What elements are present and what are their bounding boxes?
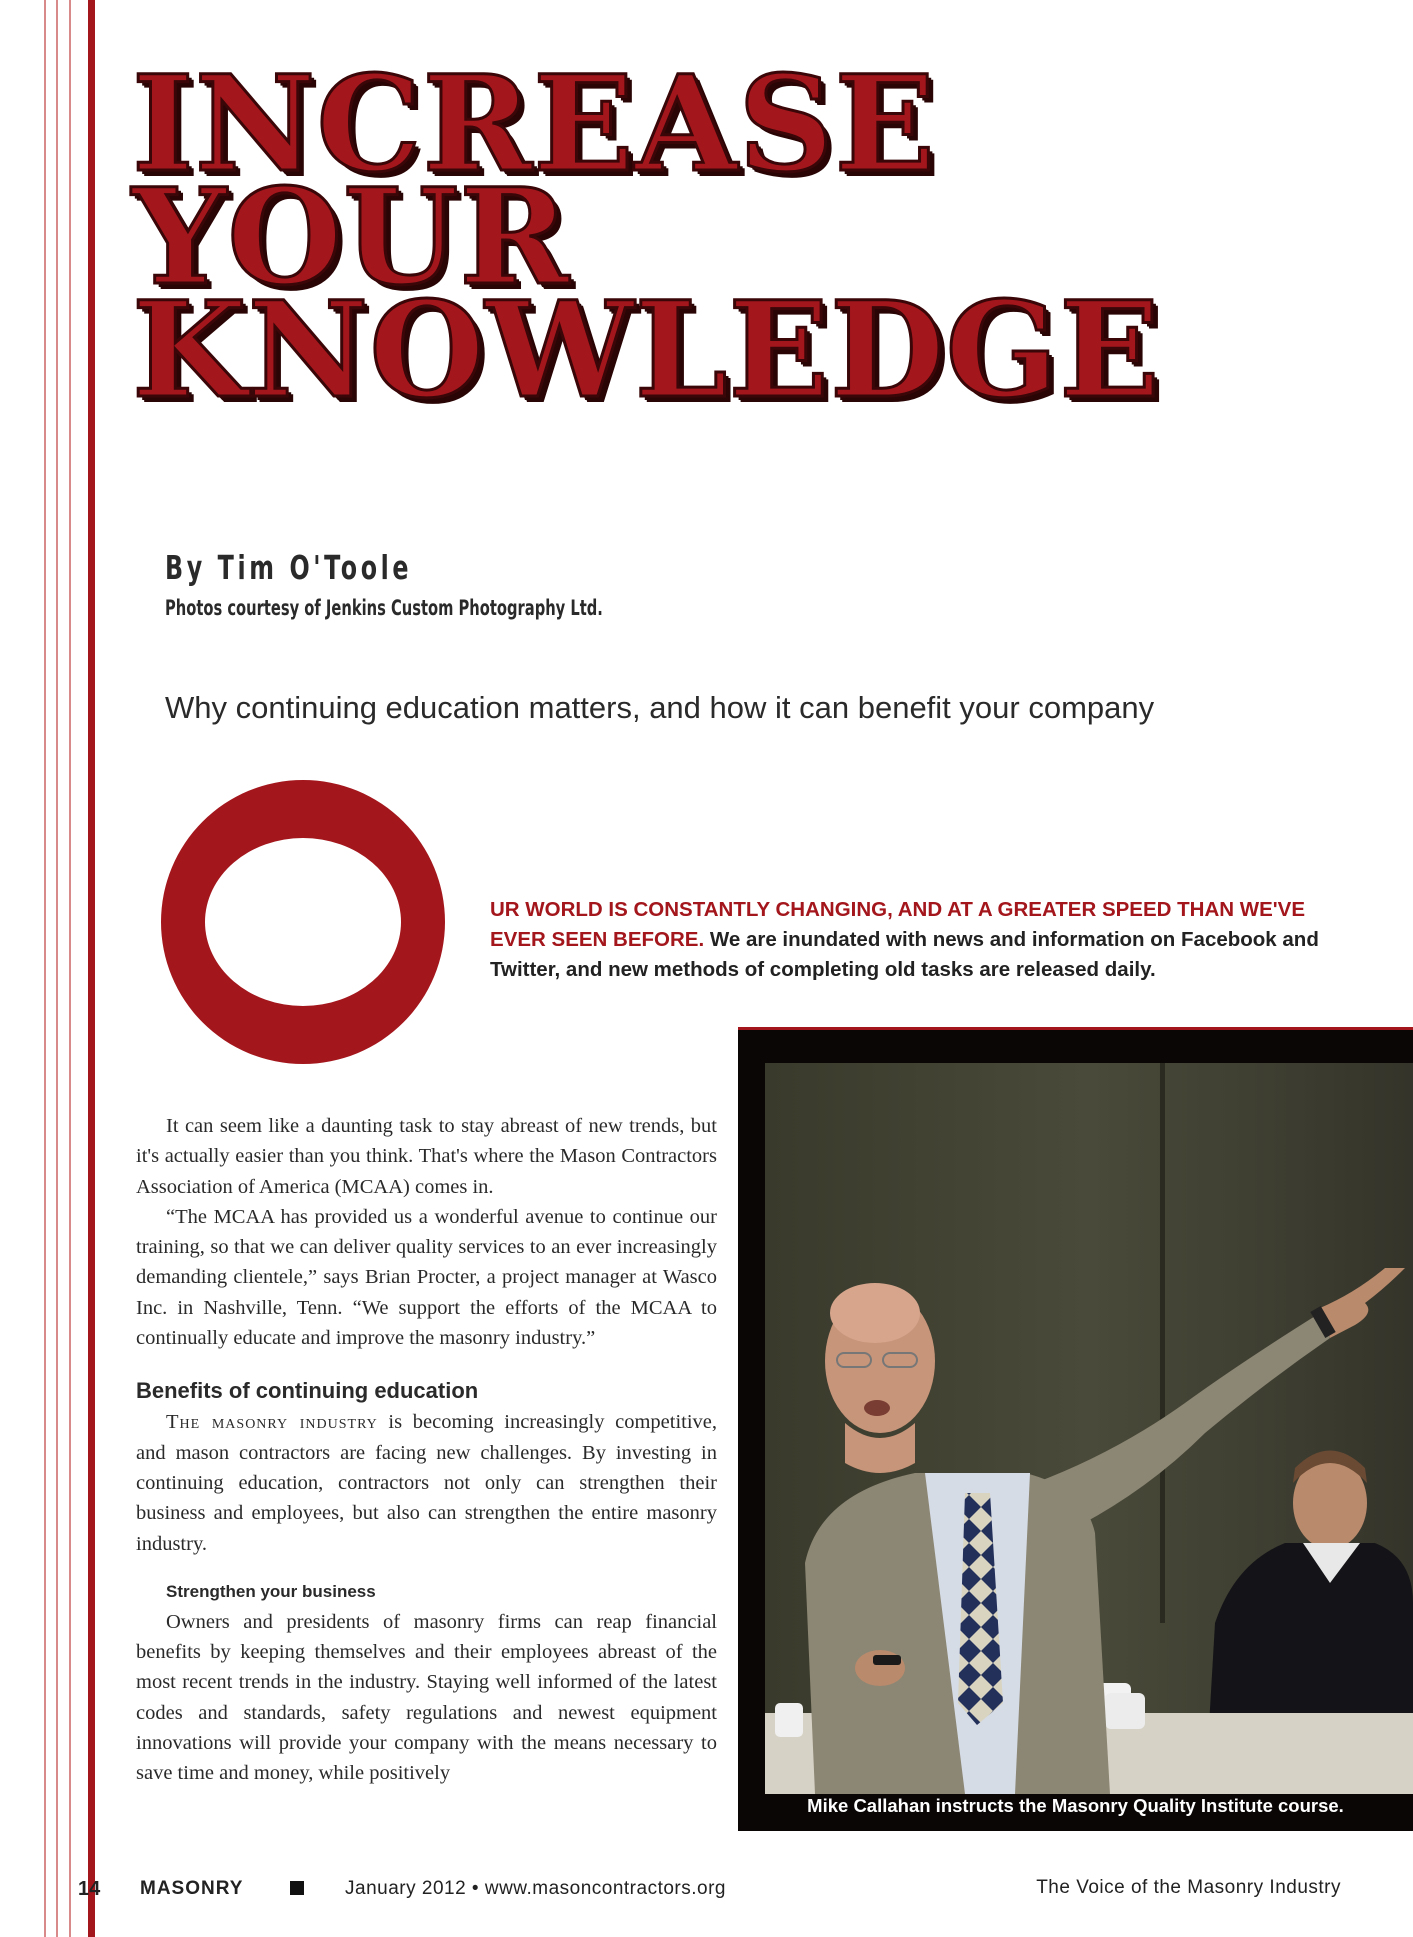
body-paragraph [136,1407,717,1558]
article-title [132,47,1161,428]
lead-paragraph [490,895,1360,985]
lead-caps-text: UR WORLD IS CONSTANTLY CHANGING, AND AT A GREATER SPEED THAN WE'VE EVER SEEN BEFORE. [490,898,1306,951]
title-line: YOUR [132,160,571,315]
title-line: INCREASE [132,47,937,202]
title-line: KNOWLEDGE [132,273,1161,428]
tagline: The Voice of the Masonry Industry [1036,1877,1341,1898]
magazine-name: MASONRY [140,1878,244,1899]
drop-cap-o [161,780,445,1064]
square-bullet-icon [290,1881,304,1895]
paragraph-text: is becoming increasingly competitive, and mason contractors are facing new challenges. By investing in continuing education, contractors not only can strengthen their business and employees, but also can strengthen the entire masonry industry. [136,1411,718,1555]
margin-rule [56,0,58,1937]
margin-rule-accent [88,0,95,1937]
byline: By Tim O'Toole [165,548,413,587]
subsection-heading: Strengthen your business [166,1581,376,1601]
page-number: 14 [78,1878,101,1900]
body-paragraph: Owners and presidents of masonry firms can reap financial benefits by keeping themselves and their employees abreast of the most recent trends in the industry. Staying well informed of the latest codes and standards, safety regulations and newest equipment innovations will provide your company with the means necessary to save time and money, while positively [136,1610,717,1785]
body-paragraph: “The MCAA has provided us a wonderful avenue to continue our training, so that we can deliver quality services to an ever increasingly demanding clientele,” says Brian Procter, a project manager at Wasco Inc. in Nashville, Tenn. “We support the efforts of the MCAA to continually educate and improve the masonry industry.” [136,1205,717,1350]
lead-text: We are inundated with news and information on Facebook and Twitter, and new methods of completing old tasks are released daily. [490,928,1319,981]
lead-in-smallcaps: The masonry industry [166,1411,378,1434]
issue-date-url: January 2012 • www.masoncontractors.org [345,1878,726,1899]
margin-rule [69,0,71,1937]
article-body [136,1111,717,1789]
deck-subtitle: Why continuing education matters, and how it can benefit your company [165,690,1155,725]
section-heading: Benefits of continuing education [136,1378,479,1404]
page-footer [0,1870,1413,1910]
photo-frame [738,1027,1413,1831]
photo-caption: Mike Callahan instructs the Masonry Quality Institute course. [807,1795,1344,1816]
instructor-photo [765,1063,1413,1794]
photo-credit: Photos courtesy of Jenkins Custom Photography Ltd. [165,596,603,620]
margin-rule [44,0,46,1937]
body-paragraph: It can seem like a daunting task to stay abreast of new trends, but it's actually easier than you think. That's where the Mason Contractors Association of America (MCAA) comes in. [136,1115,717,1198]
